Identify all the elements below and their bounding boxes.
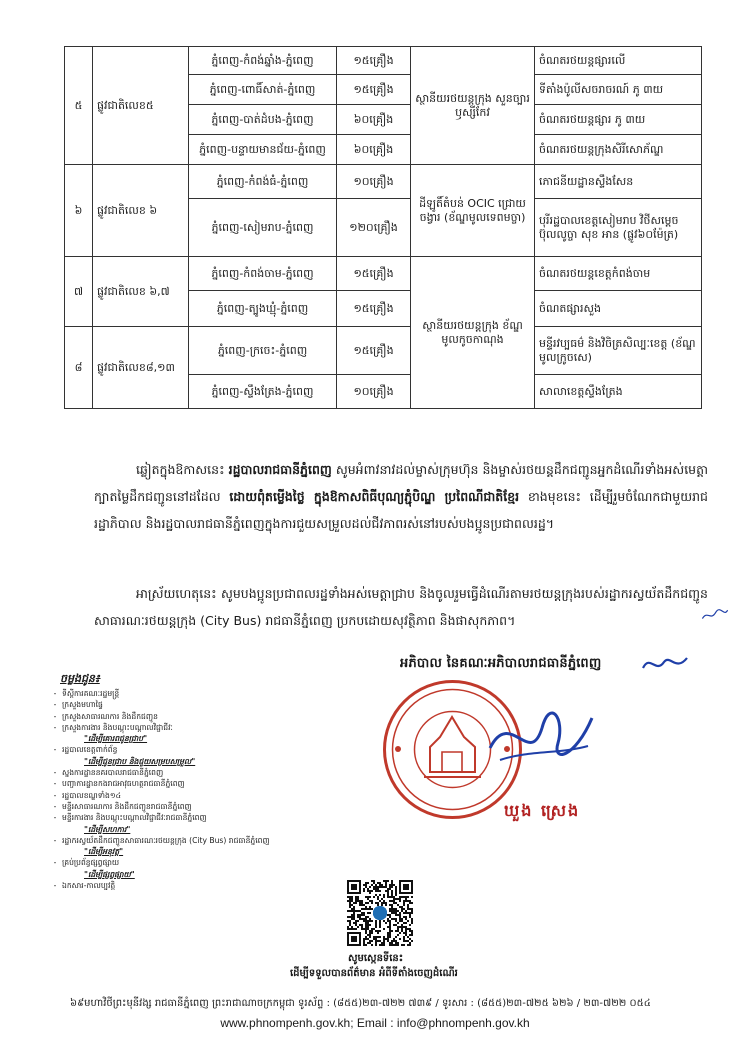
recipient-item: - រដ្ឋបាលខណ្ឌទាំង១៤ xyxy=(48,790,328,801)
table-row xyxy=(65,47,702,75)
website-link[interactable]: www.phnompenh.gov.kh xyxy=(220,1016,351,1030)
appeal-paragraph xyxy=(94,456,708,537)
terminal-cell: ស្ថានីយរថយន្តក្រុង ខ័ណ្ឌមូលកូចកាណុង xyxy=(411,257,535,409)
qr-code-icon[interactable] xyxy=(347,880,413,946)
recipient-item: - រដ្ឋាករស្វយ័តដឹកជញ្ជូនសាធារណៈរថយន្តក្រុង (City Bus) រាជធានីភ្នំពេញ xyxy=(48,835,328,846)
qr-caption-title: សូមស្កេនទីនេះ xyxy=(348,953,404,964)
recipients-list xyxy=(48,688,328,891)
route-name: ផ្លូវជាតិលេខ៨,១៣ xyxy=(93,327,189,409)
destination-cell: សាលាខេត្តស្ទឹងត្រែង xyxy=(535,375,702,409)
recipient-purpose: "ដើម្បីគោរពជូនជ្រាប" xyxy=(84,734,148,744)
recipients-title: ចម្លងជូន៖ xyxy=(60,672,100,685)
destination-cell: ទីតាំងប៉ូលីសចរាចរណ៍ ភូ ៣យ xyxy=(535,75,702,105)
destination-cell: ចំណតរថយន្តផ្សារលើ xyxy=(535,47,702,75)
recipient-item: - ស្នងការដ្ឋាននគរបាលរាជធានីភ្នំពេញ xyxy=(48,767,328,778)
bus-count-cell: ១៥គ្រឿង xyxy=(337,291,411,327)
recipient-purpose: "ដើម្បីអនុវត្ត" xyxy=(84,847,124,857)
handwritten-signature-icon xyxy=(480,688,600,778)
trip-cell: ភ្នំពេញ-ពោធិ៍សាត់-ភ្នំពេញ xyxy=(189,75,337,105)
bus-count-cell: ៦០គ្រឿង xyxy=(337,135,411,165)
appeal-lead: ឆ្លៀតក្នុងឱកាសនេះ xyxy=(136,462,225,477)
trip-cell: ភ្នំពេញ-បាត់ដំបង-ភ្នំពេញ xyxy=(189,105,337,135)
appeal-authority: រដ្ឋបាលរាជធានីភ្នំពេញ xyxy=(228,462,332,477)
bus-count-cell: ១០គ្រឿង xyxy=(337,165,411,199)
destination-cell: បុរីរដ្ឋបាលខេត្តសៀមរាប វិថីសម្ដេចប៊ុលលូច្ចា សុខ អាន (ផ្លូវ៦០ម៉ែត្រ) xyxy=(535,199,702,257)
recipient-item: - មន្ទីរសាធារណការ និងដឹកជញ្ជូនរាជធានីភ្នំពេញ xyxy=(48,801,328,812)
trip-cell: ភ្នំពេញ-កំពង់ឆ្នាំង-ភ្នំពេញ xyxy=(189,47,337,75)
bus-count-cell: ៦០គ្រឿង xyxy=(337,105,411,135)
table-row xyxy=(65,327,702,375)
row-number: ៥ xyxy=(65,47,93,165)
signer-name: ឃួង ស្រេង xyxy=(504,801,581,820)
trip-cell: ភ្នំពេញ-បន្ទាយមានជ័យ-ភ្នំពេញ xyxy=(189,135,337,165)
trip-cell: ភ្នំពេញ-ត្បូងឃ្មុំ-ភ្នំពេញ xyxy=(189,291,337,327)
bus-count-cell: ១៥គ្រឿង xyxy=(337,47,411,75)
recipient-purpose: "ដើម្បីសហការ" xyxy=(84,824,131,834)
destination-cell: ចំណតផ្សារសួង xyxy=(535,291,702,327)
bus-count-cell: ១២០គ្រឿង xyxy=(337,199,411,257)
trip-cell: ភ្នំពេញ-កំពង់ធំ-ភ្នំពេញ xyxy=(189,165,337,199)
terminal-cell: ស្ថានីយរថយន្តក្រុង សួនច្បារឫស្សីកែវ xyxy=(411,47,535,165)
route-name: ផ្លូវជាតិលេខ៥ xyxy=(93,47,189,165)
destination-cell: ចំណតរថយន្តខេត្តកំពង់ចាម xyxy=(535,257,702,291)
footer-separator: ; xyxy=(350,1016,354,1030)
recipient-purpose: "ដើម្បីជូនជ្រាប និងជួយសម្របសម្រួល" xyxy=(84,756,196,766)
appeal-text-2: ខាងមុខនេះ ដើម្បីរួមចំណែកជាមួយរាជរដ្ឋាភិបាល និងរដ្ឋបាលរាជធានីភ្នំពេញក្នុងការជួយសម្រួលដល់ជីវភាពរស់នៅរបស់បងប្អូនប្រជាពលរដ្ឋ។ xyxy=(94,489,708,531)
destination-cell: មន្ទីរវប្បធម៌ និងវិចិត្រសិល្បៈខេត្ត (ខ័ណ្ឌមូលក្រូចសេ) xyxy=(535,327,702,375)
initial-mark-icon xyxy=(700,605,730,625)
trip-cell: ភ្នំពេញ-សៀមរាប-ភ្នំពេញ xyxy=(189,199,337,257)
recipient-item: - គ្រប់ប្រព័ន្ធផ្សព្វផ្សាយ xyxy=(48,857,328,868)
appeal-emphasis: ដោយពុំតម្លើងថ្លៃ ក្នុងឱកាសពិធីបុណ្យភ្ជុំបិណ្ឌ ប្រពៃណីជាតិខ្មែរ xyxy=(229,489,520,504)
table-row xyxy=(65,165,702,199)
terminal-cell: ដីឡូតិ៍តំបន់ OCIC ជ្រោយចង្វារ (ខ័ណ្ឌមូលទេពមច្ចា) xyxy=(411,165,535,257)
recipient-item: - មន្ទីរការងារ និងបណ្ដុះបណ្ដាលវិជ្ជាជីវៈរាជធានីភ្នំពេញ xyxy=(48,812,328,823)
trip-cell: ភ្នំពេញ-កំពង់ចាម-ភ្នំពេញ xyxy=(189,257,337,291)
recipient-item: - ទីស្ដីការគណៈរដ្ឋមន្ត្រី xyxy=(48,688,328,699)
destination-cell: ចំណតរថយន្តក្រុងសិរីសោភ័ណ្ឌ xyxy=(535,135,702,165)
row-number: ៧ xyxy=(65,257,93,327)
conclusion-text: អាស្រ័យហេតុនេះ សូមបងប្អូនប្រជាពលរដ្ឋទាំងអស់មេត្តាជ្រាប និងចូលរួមធ្វើដំណើរតាមរថយន្តក្រុងរបស់រដ្ឋាករស្វយ័តដឹកជញ្ជូនសាធារណៈរថយន្តក្រុង (City Bus) រាជធានីភ្នំពេញ ប្រកបដោយសុវត្ថិភាព និងផាសុកភាព។ xyxy=(94,586,708,628)
table-row xyxy=(65,257,702,291)
bus-count-cell: ១៥គ្រឿង xyxy=(337,257,411,291)
signatory-title: អភិបាល នៃគណៈអភិបាលរាជធានីភ្នំពេញ xyxy=(400,656,602,671)
route-name: ផ្លូវជាតិលេខ ៦,៧ xyxy=(93,257,189,327)
recipient-item: - ក្រសួងសាធារណការ និងដឹកជញ្ជូន xyxy=(48,711,328,722)
trip-cell: ភ្នំពេញ-ស្ទឹងត្រែង-ភ្នំពេញ xyxy=(189,375,337,409)
destination-cell: ចំណតរថយន្តផ្សារ ភូ ៣យ xyxy=(535,105,702,135)
destination-cell: ភោជនីយដ្ឋានស្ទឹងសែន xyxy=(535,165,702,199)
recipient-item: - បញ្ជាការដ្ឋានកងរាជអាវុធហត្ថរាជធានីភ្នំពេញ xyxy=(48,778,328,789)
bus-count-cell: ១០គ្រឿង xyxy=(337,375,411,409)
recipient-item: - រដ្ឋបាលខេត្តពាក់ព័ន្ធ xyxy=(48,744,328,755)
appeal-text-1: សូមអំពាវនាវដល់ម្ចាស់ក្រុមហ៊ុន និងម្ចាស់រថយន្តដឹកជញ្ជូនអ្នកដំណើរទាំងអស់មេត្តាក្បាតម្លៃដឹកជញ្ជូននៅដដែល xyxy=(94,462,708,504)
recipient-purpose: "ដើម្បីផ្សព្វផ្សាយ" xyxy=(84,869,135,879)
footer-address: ៦៩មហាវិថីព្រះមុនីវង្ស រាជធានីភ្នំពេញ ព្រះរាជាណាចក្រកម្ពុជា ទូរស័ព្ទ : (៨៥៥)២៣-៧២២ ៧៣៩ / ទូរសារ : (៨៥៥)២៣-៧២៥ ៦២៦ / ២៣-៧២២ ០៥៤ xyxy=(70,998,651,1009)
row-number: ៨ xyxy=(65,327,93,409)
trip-cell: ភ្នំពេញ-ក្រចេះ-ភ្នំពេញ xyxy=(189,327,337,375)
footer-contact xyxy=(0,1016,750,1030)
email-link[interactable]: info@phnompenh.gov.kh xyxy=(396,1016,530,1030)
email-label: Email : xyxy=(356,1016,394,1030)
qr-caption-text: ដើម្បីទទួលបានព័ត៌មាន អំពីទីតាំងចេញដំណើរ xyxy=(290,968,458,979)
bus-count-cell: ១៥គ្រឿង xyxy=(337,327,411,375)
recipient-item: - ក្រសួងការងារ និងបណ្ដុះបណ្ដាលវិជ្ជាជីវៈ xyxy=(48,722,328,733)
recipient-item: - ឯកសារ-កាលប្បវត្តិ xyxy=(48,880,328,891)
row-number: ៦ xyxy=(65,165,93,257)
recipient-item: - ក្រសួងមហាផ្ទៃ xyxy=(48,699,328,710)
conclusion-paragraph xyxy=(94,580,708,634)
signatory-initials-icon xyxy=(640,652,690,676)
bus-count-cell: ១៥គ្រឿង xyxy=(337,75,411,105)
route-name: ផ្លូវជាតិលេខ ៦ xyxy=(93,165,189,257)
route-schedule-table xyxy=(64,46,702,409)
